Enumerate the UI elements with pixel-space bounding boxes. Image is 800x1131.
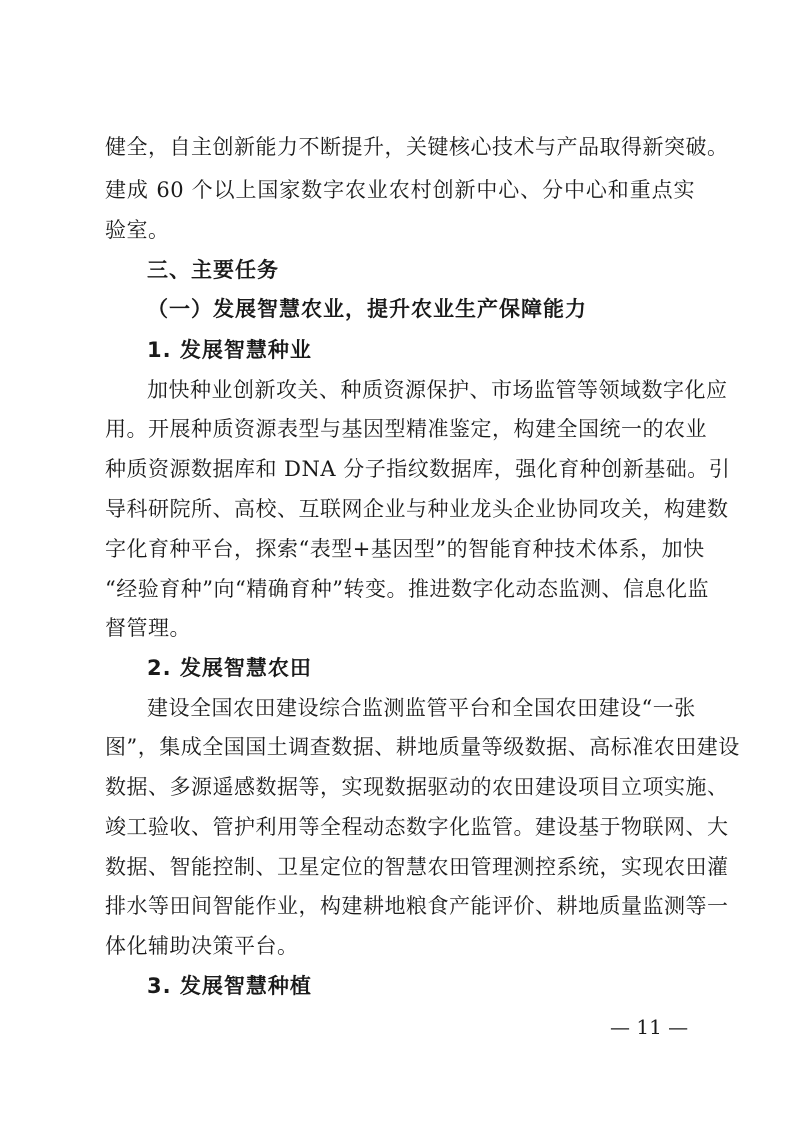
paragraph-line: 数据、多源遥感数据等，实现数据驱动的农田建设项目立项实施、 — [105, 775, 729, 799]
paragraph-line: 数据、智能控制、卫星定位的智慧农田管理测控系统，实现农田灌 — [105, 855, 729, 879]
paragraph-line: “经验育种”向“精确育种”转变。推进数字化动态监测、信息化监 — [105, 577, 709, 601]
paragraph-line: 图”，集成全国国土调查数据、耕地质量等级数据、高标准农田建设 — [105, 735, 740, 759]
subsection-heading: （一）发展智慧农业，提升农业生产保障能力 — [147, 297, 587, 321]
paragraph-line: 建设全国农田建设综合监测监管平台和全国农田建设“一张 — [147, 696, 696, 720]
paragraph-line: 排水等田间智能作业，构建耕地粮食产能评价、耕地质量监测等一 — [105, 894, 729, 918]
item-heading: 3. 发展智慧种植 — [147, 974, 312, 998]
paragraph-line: 体化辅助决策平台。 — [105, 934, 299, 958]
paragraph-line: 导科研院所、高校、互联网企业与种业龙头企业协同攻关，构建数 — [105, 497, 729, 521]
paragraph-line: 健全，自主创新能力不断提升，关键核心技术与产品取得新突破。 — [105, 135, 729, 159]
paragraph-line: 加快种业创新攻关、种质资源保护、市场监管等领域数字化应 — [147, 378, 728, 402]
paragraph-line: 字化育种平台，探索“表型+基因型”的智能育种技术体系，加快 — [105, 537, 705, 561]
paragraph-line: 种质资源数据库和 DNA 分子指纹数据库，强化育种创新基础。引 — [105, 457, 731, 481]
section-heading: 三、主要任务 — [147, 258, 279, 282]
item-heading: 1. 发展智慧种业 — [147, 338, 312, 362]
paragraph-line: 督管理。 — [105, 616, 191, 640]
item-heading: 2. 发展智慧农田 — [147, 656, 312, 680]
paragraph-line: 建成 60 个以上国家数字农业农村创新中心、分中心和重点实 — [105, 178, 695, 202]
paragraph-line: 竣工验收、管护利用等全程动态数字化监管。建设基于物联网、大 — [105, 815, 729, 839]
paragraph-line: 验室。 — [105, 218, 170, 242]
paragraph-line: 用。开展种质资源表型与基因型精准鉴定，构建全国统一的农业 — [105, 417, 707, 441]
page-number: — 11 — — [610, 1015, 689, 1039]
